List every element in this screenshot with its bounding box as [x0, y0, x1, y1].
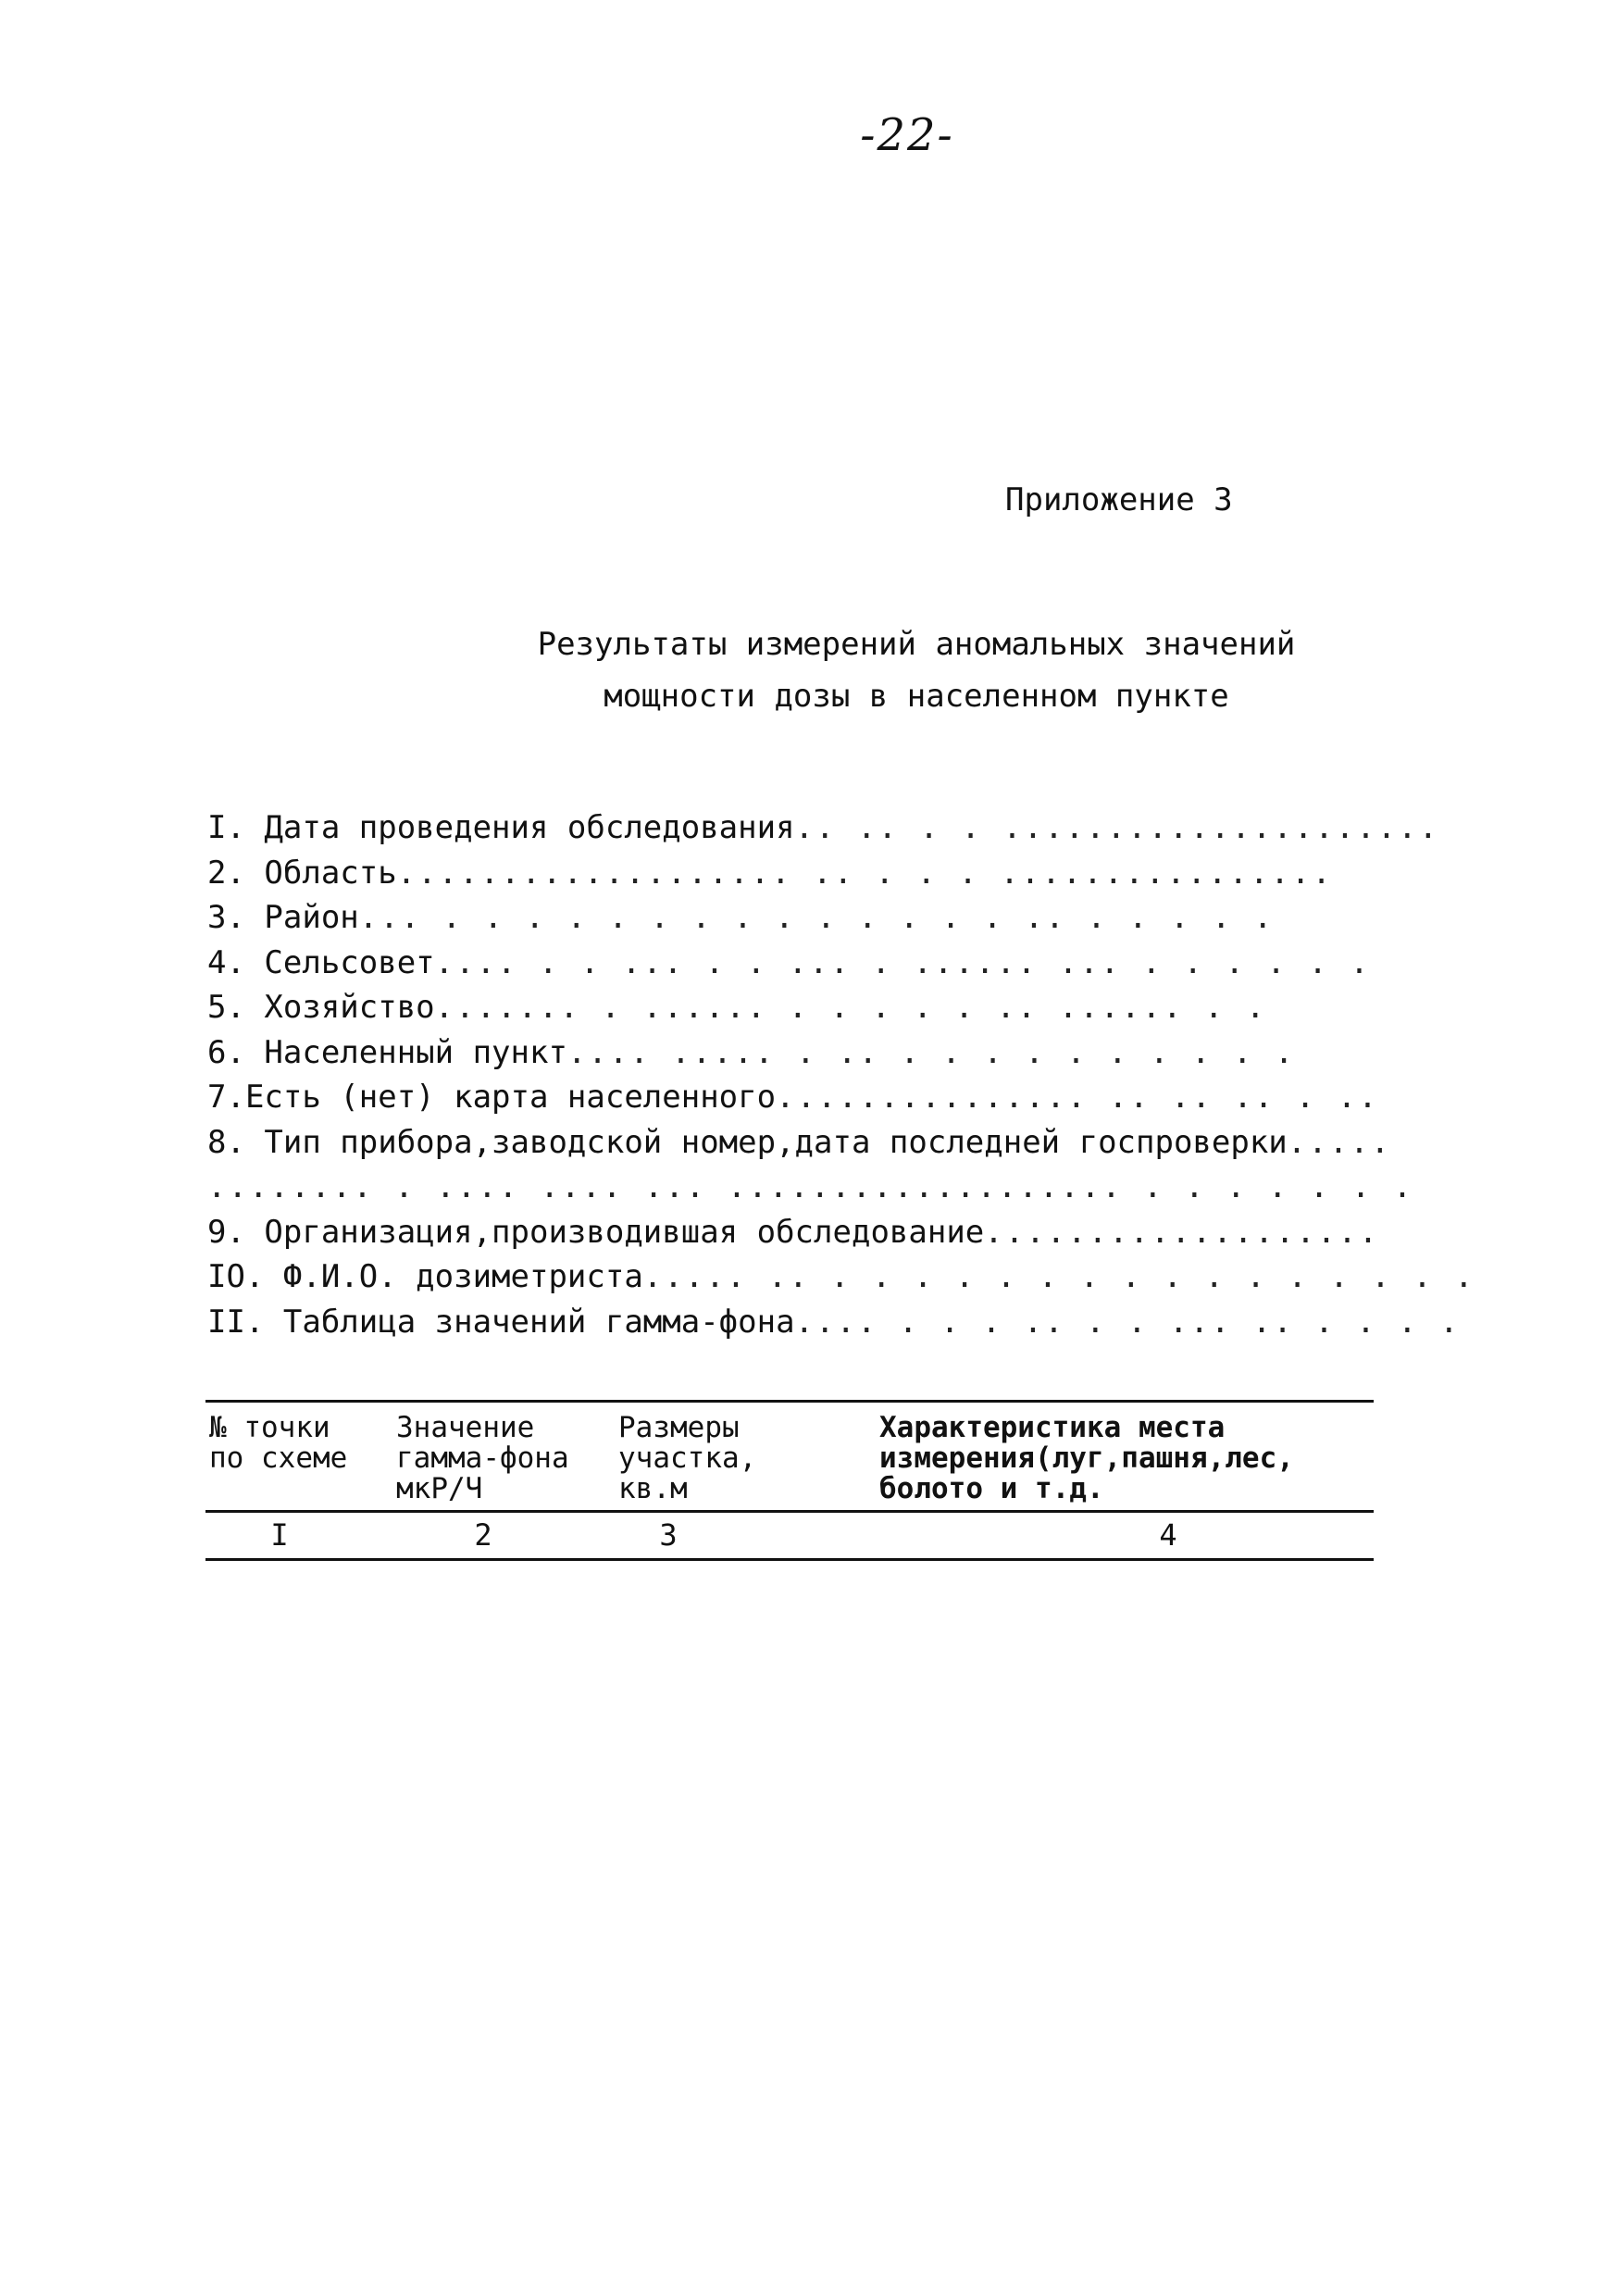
form-line-map: [207, 1075, 1379, 1120]
fill-dots: ........ . .... .... ... ................... . . . . . . .: [207, 1168, 1414, 1205]
fill-dots: .... ..... . .. . . . . . . . . . .: [566, 1033, 1296, 1071]
document-title: [518, 618, 1314, 722]
header-location-characteristics: Характеристика места измерения(луг,пашня,лес, болото и т.д.: [879, 1411, 1294, 1505]
fill-dots: .. .. . . .....................: [794, 809, 1440, 846]
fill-dots: ..... .. . . . . . . . . . . . . . . . .: [642, 1258, 1475, 1295]
fill-dots: .... . . ... . . ... . ...... ... . . . . . .: [434, 943, 1371, 981]
fill-dots: .... . . . .. . . ... .. . . . .: [794, 1303, 1461, 1341]
table-bottom-rule: [205, 1558, 1374, 1561]
header-gamma-value: Значение гамма-фона мкР/Ч: [396, 1411, 569, 1505]
form-fields: [207, 805, 1475, 1344]
title-line-1: Результаты измерений аномальных значений: [537, 626, 1296, 663]
column-number-3: 3: [659, 1517, 678, 1553]
form-line-farm: [207, 985, 1370, 1030]
fill-dots: ................... .. . . . ................: [396, 854, 1333, 892]
form-line-settlement: [207, 1030, 1370, 1076]
field-label: 8. Тип прибора,заводской номер,дата последней госпроверки: [207, 1123, 1288, 1161]
field-label: 7.Есть (нет) карта населенного: [207, 1079, 777, 1116]
fill-dots: ... . . . . . . . . . . . . . . .. . . . . .: [358, 899, 1275, 936]
header-point-number: № точки по схеме: [209, 1411, 348, 1475]
field-label: 3. Район: [207, 899, 359, 936]
column-number-4: 4: [1159, 1517, 1177, 1553]
form-line-organization: [207, 1210, 1380, 1255]
fill-dots: ....... . ...... . . . . . .. ...... . .: [434, 989, 1267, 1026]
field-label: 2. Область: [207, 854, 397, 892]
field-label: 6. Населенный пункт: [207, 1033, 567, 1071]
title-line-2: мощности дозы в населенном пункте: [604, 678, 1229, 715]
column-number-2: 2: [474, 1517, 492, 1553]
form-line-gamma-table: [207, 1300, 1461, 1345]
field-label: IO. Ф.И.О. дозиметриста: [207, 1258, 643, 1295]
form-line-district: [207, 895, 1370, 941]
fill-dots: .....: [1287, 1123, 1392, 1161]
table-top-rule: [205, 1400, 1374, 1403]
field-label: I. Дата проведения обследования: [207, 809, 795, 846]
appendix-label: Приложение 3: [1005, 481, 1233, 518]
page-number: -22-: [860, 109, 954, 161]
header-plot-size: Размеры участка, кв.м: [618, 1411, 757, 1505]
fill-dots: ............... .. .. .. . ..: [776, 1079, 1379, 1116]
form-line-region: [207, 851, 1370, 896]
field-label: II. Таблица значений гамма-фона: [207, 1303, 795, 1341]
fill-dots: ...................: [984, 1213, 1380, 1251]
form-line-dosimetrist: [207, 1254, 1475, 1300]
table-header-rule: [205, 1510, 1374, 1513]
column-number-1: I: [270, 1517, 289, 1553]
field-label: 4. Сельсовет: [207, 943, 435, 981]
form-line-device: [207, 1120, 1392, 1166]
form-line-village-council: [207, 941, 1370, 986]
field-label: 9. Организация,производившая обследование: [207, 1213, 985, 1251]
form-line-device-continued: [207, 1165, 1414, 1210]
field-label: 5. Хозяйство: [207, 989, 435, 1026]
form-line-date: [207, 805, 1440, 851]
